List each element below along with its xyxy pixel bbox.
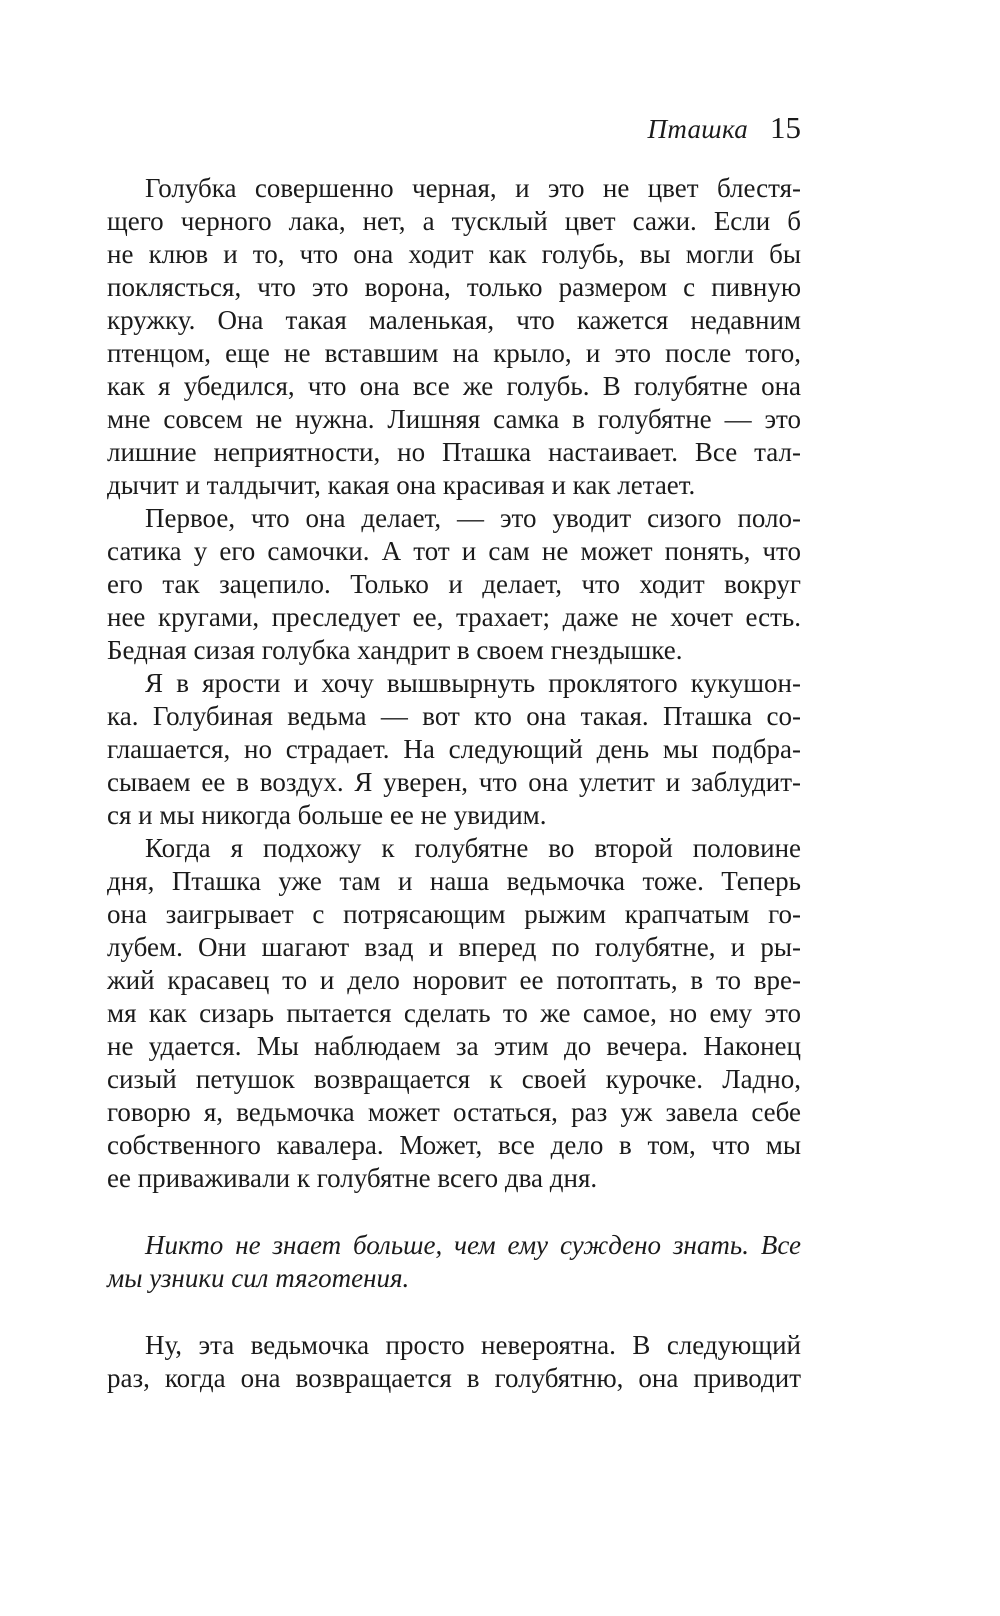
text-line: птенцом, еще не вставшим на крыло, и это после того, [107,338,801,368]
text-line: щего черного лака, нет, а тусклый цвет сажи. Если б [107,206,801,236]
text-line: как я убедился, что она все же голубь. В голубятне она [107,371,801,401]
text-line: жий красавец то и дело норовит ее потоптать, в то вре- [107,965,801,995]
text-line: Первое, что она делает, — это уводит сизого поло- [145,503,801,533]
text-line: поклясться, что это ворона, только размером с пивную [107,272,801,302]
text-line: сизый петушок возвращается к своей курочке. Ладно, [107,1064,801,1094]
text-line: мя как сизарь пытается сделать то же самое, но ему это [107,998,801,1028]
text-body [107,172,801,1395]
text-line: его так зацепило. Только и делает, что ходит вокруг [107,569,801,599]
text-line: Когда я подхожу к голубятне во второй половине [145,833,801,863]
text-line: ка. Голубиная ведьма — вот кто она такая. Пташка со- [107,701,801,731]
paragraph [107,832,801,1195]
paragraph [107,667,801,832]
text-line: ее приваживали к голубятне всего два дня. [107,1163,598,1193]
paragraph [107,172,801,502]
text-line: Никто не знает больше, чем ему суждено знать. Все [145,1230,801,1260]
text-line: лубем. Они шагают взад и вперед по голубятне, и ры- [107,932,801,962]
text-line: сываем ее в воздух. Я уверен, что она улетит и заблудит- [107,767,801,797]
text-line: не удается. Мы наблюдаем за этим до вечера. Наконец [107,1031,801,1061]
text-line: Я в ярости и хочу вышвырнуть проклятого кукушон- [145,668,801,698]
paragraph [107,502,801,667]
text-line: собственного кавалера. Может, все дело в том, что мы [107,1130,801,1160]
text-line: раз, когда она возвращается в голубятню, она приводит [107,1363,801,1393]
text-line: лишние неприятности, но Пташка настаивает. Все тал- [107,437,801,467]
book-page [107,110,801,1395]
paragraph [107,1329,801,1395]
text-line: глашается, но страдает. На следующий день мы подбра- [107,734,801,764]
page-number: 15 [770,110,801,145]
running-header [107,110,801,146]
paragraph [107,1229,801,1295]
text-line: сатика у его самочки. А тот и сам не может понять, что [107,536,801,566]
running-title: Пташка [647,114,748,144]
text-line: мне совсем не нужна. Лишняя самка в голубятне — это [107,404,801,434]
text-line: кружку. Она такая маленькая, что кажется недавним [107,305,801,335]
text-line: дня, Пташка уже там и наша ведьмочка тоже. Теперь [107,866,801,896]
text-line: Ну, эта ведьмочка просто невероятна. В следующий [145,1330,801,1360]
text-line: нее кругами, преследует ее, трахает; даже не хочет есть. [107,602,801,632]
text-line: ся и мы никогда больше ее не увидим. [107,800,547,830]
text-line: дычит и талдычит, какая она красивая и как летает. [107,470,696,500]
text-line: Бедная сизая голубка хандрит в своем гнездышке. [107,635,683,665]
text-line: Голубка совершенно черная, и это не цвет блестя- [145,173,801,203]
text-line: говорю я, ведьмочка может остаться, раз уж завела себе [107,1097,801,1127]
text-line: она заигрывает с потрясающим рыжим крапчатым го- [107,899,801,929]
text-line: мы узники сил тяготения. [107,1263,410,1293]
text-line: не клюв и то, что она ходит как голубь, вы могли бы [107,239,801,269]
